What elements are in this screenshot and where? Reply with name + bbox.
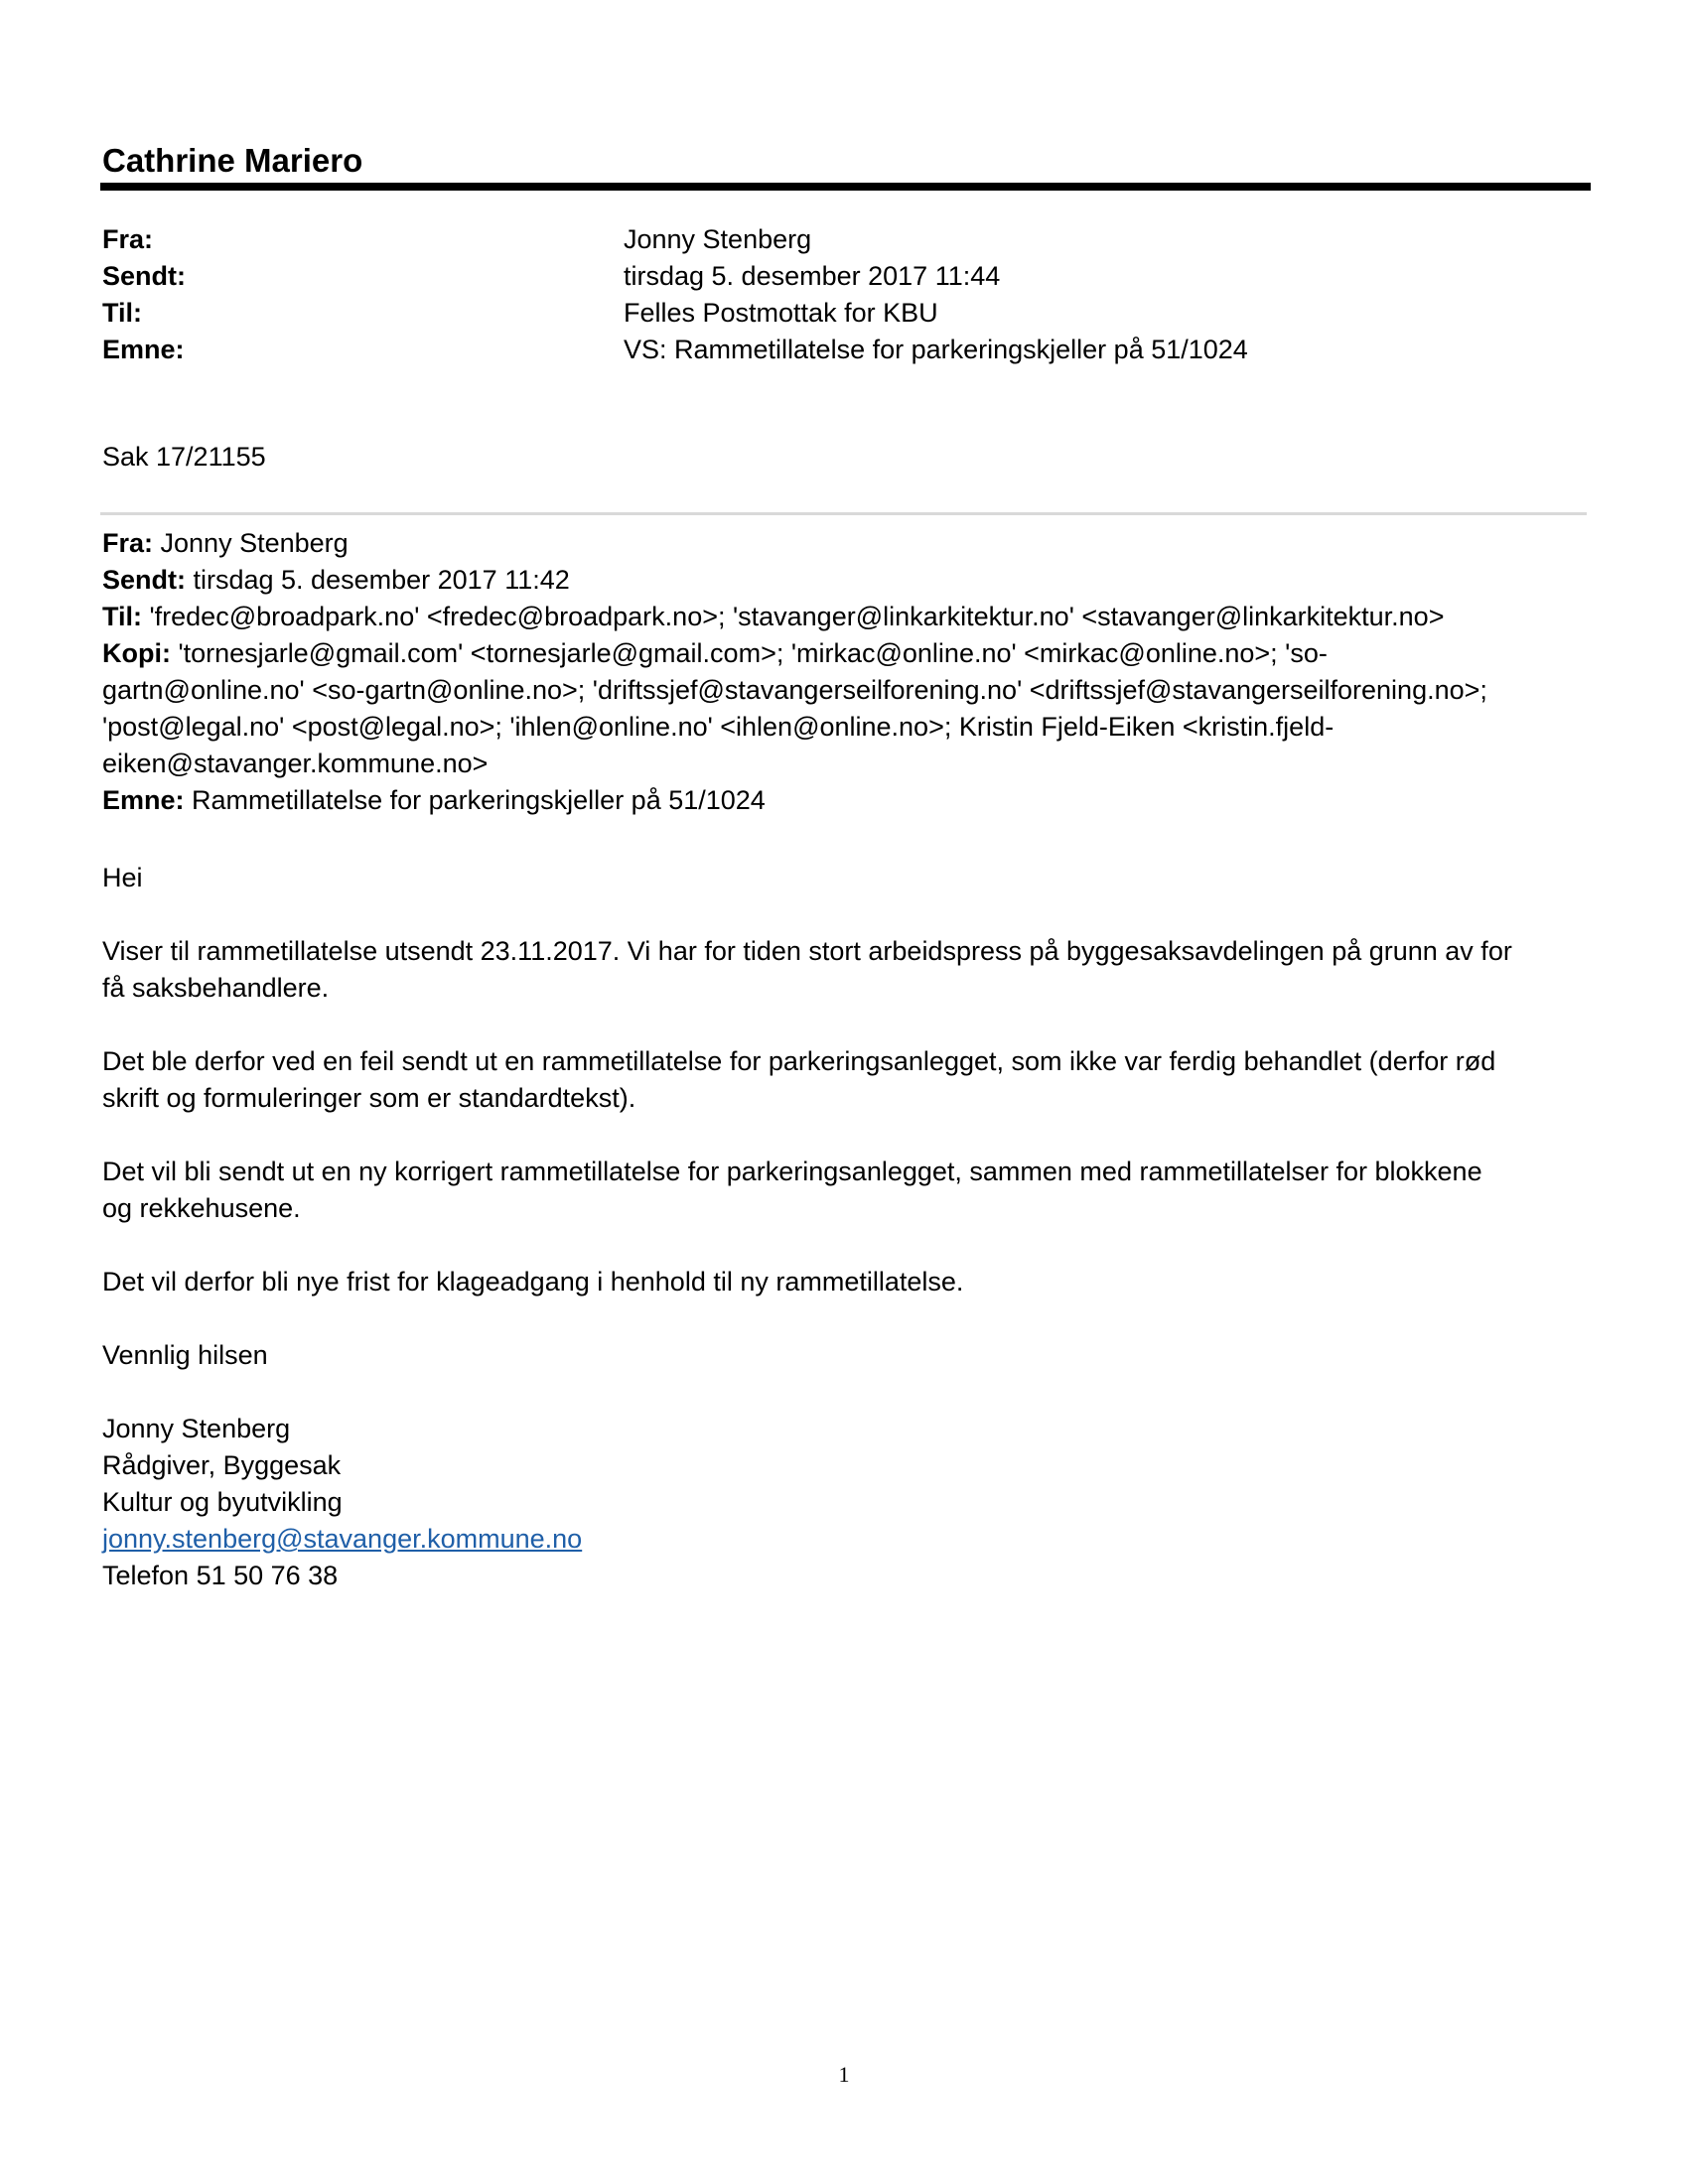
title-rule [100,183,1591,191]
forwarded-subject-label: Emne: [102,785,185,815]
body-paragraph [102,1264,1592,1300]
forwarded-cc [102,635,1592,672]
greeting: Hei [102,863,143,892]
forward-divider [100,512,1587,515]
signature-name: Jonny Stenberg [102,1414,291,1443]
forwarded-sent-label: Sendt: [102,565,186,595]
page-number: 1 [838,2062,850,2087]
paragraph-line: Viser til rammetillatelse utsendt 23.11.2017. Vi har for tiden stort arbeidspress på byggesaksavdelingen på grunn av for [102,936,1512,966]
signature-block [102,1411,1592,1594]
header-label: Til: [102,298,142,328]
email-header [102,221,1582,368]
signature-title: Rådgiver, Byggesak [102,1450,342,1480]
header-row-to [102,295,1582,332]
forwarded-cc-label: Kopi: [102,638,171,668]
header-value: tirsdag 5. desember 2017 11:44 [624,261,1001,291]
forwarded-to-label: Til: [102,602,142,631]
email-body [102,860,1592,1594]
header-row-subject [102,332,1582,368]
header-value: VS: Rammetillatelse for parkeringskjeller på 51/1024 [624,335,1248,364]
forwarded-to-value: 'fredec@broadpark.no' <fredec@broadpark.no>; 'stavanger@linkarkitektur.no' <stavanger@linkarkitektur.no> [142,602,1445,631]
header-label: Sendt: [102,261,186,291]
forwarded-sent [102,562,1592,599]
header-value: Jonny Stenberg [624,224,812,254]
forwarded-subject [102,782,1592,819]
body-paragraph [102,933,1592,1007]
signature-phone: Telefon 51 50 76 38 [102,1561,339,1590]
signature-email-row [102,1521,1592,1558]
body-paragraph [102,1043,1592,1117]
paragraph-line: og rekkehusene. [102,1193,301,1223]
forwarded-subject-value: Rammetillatelse for parkeringskjeller på 51/1024 [184,785,766,815]
closing: Vennlig hilsen [102,1340,268,1370]
forwarded-cc-continued: 'post@legal.no' <post@legal.no>; 'ihlen@online.no' <ihlen@online.no>; Kristin Fjeld-Eiken <kristin.fjeld- [102,712,1335,742]
forwarded-cc-continued: eiken@stavanger.kommune.no> [102,749,489,778]
forwarded-cc-value: 'tornesjarle@gmail.com' <tornesjarle@gmail.com>; 'mirkac@online.no' <mirkac@online.no>; 'so- [170,638,1328,668]
forwarded-sent-value: tirsdag 5. desember 2017 11:42 [186,565,570,595]
header-value: Felles Postmottak for KBU [624,298,938,328]
body-paragraph [102,1154,1592,1227]
signature-email-link[interactable]: jonny.stenberg@stavanger.kommune.no [102,1524,583,1554]
paragraph-line: Det vil bli sendt ut en ny korrigert rammetillatelse for parkeringsanlegget, sammen med rammetillatelser for blokkene [102,1157,1482,1186]
header-row-sent [102,258,1582,295]
forwarded-from [102,525,1592,562]
header-label: Emne: [102,335,185,364]
header-row-from [102,221,1582,258]
forwarded-from-label: Fra: [102,528,154,558]
paragraph-line: skrift og formuleringer som er standardtekst). [102,1083,636,1113]
forwarded-cc-continued: gartn@online.no' <so-gartn@online.no>; 'driftssjef@stavangerseilforening.no' <driftssjef@stavangerseilforening.no>; [102,675,1487,705]
paragraph-line: få saksbehandlere. [102,973,330,1003]
header-label: Fra: [102,224,154,254]
paragraph-line: Det ble derfor ved en feil sendt ut en rammetillatelse for parkeringsanlegget, som ikke var ferdig behandlet (derfor rød [102,1046,1496,1076]
signature-department: Kultur og byutvikling [102,1487,343,1517]
forwarded-header [102,525,1592,819]
paragraph-line: Det vil derfor bli nye frist for klageadgang i henhold til ny rammetillatelse. [102,1267,964,1297]
forwarded-from-value: Jonny Stenberg [153,528,349,558]
document-owner-name: Cathrine Mariero [102,142,363,179]
forwarded-to [102,599,1592,635]
case-reference: Sak 17/21155 [102,442,266,472]
